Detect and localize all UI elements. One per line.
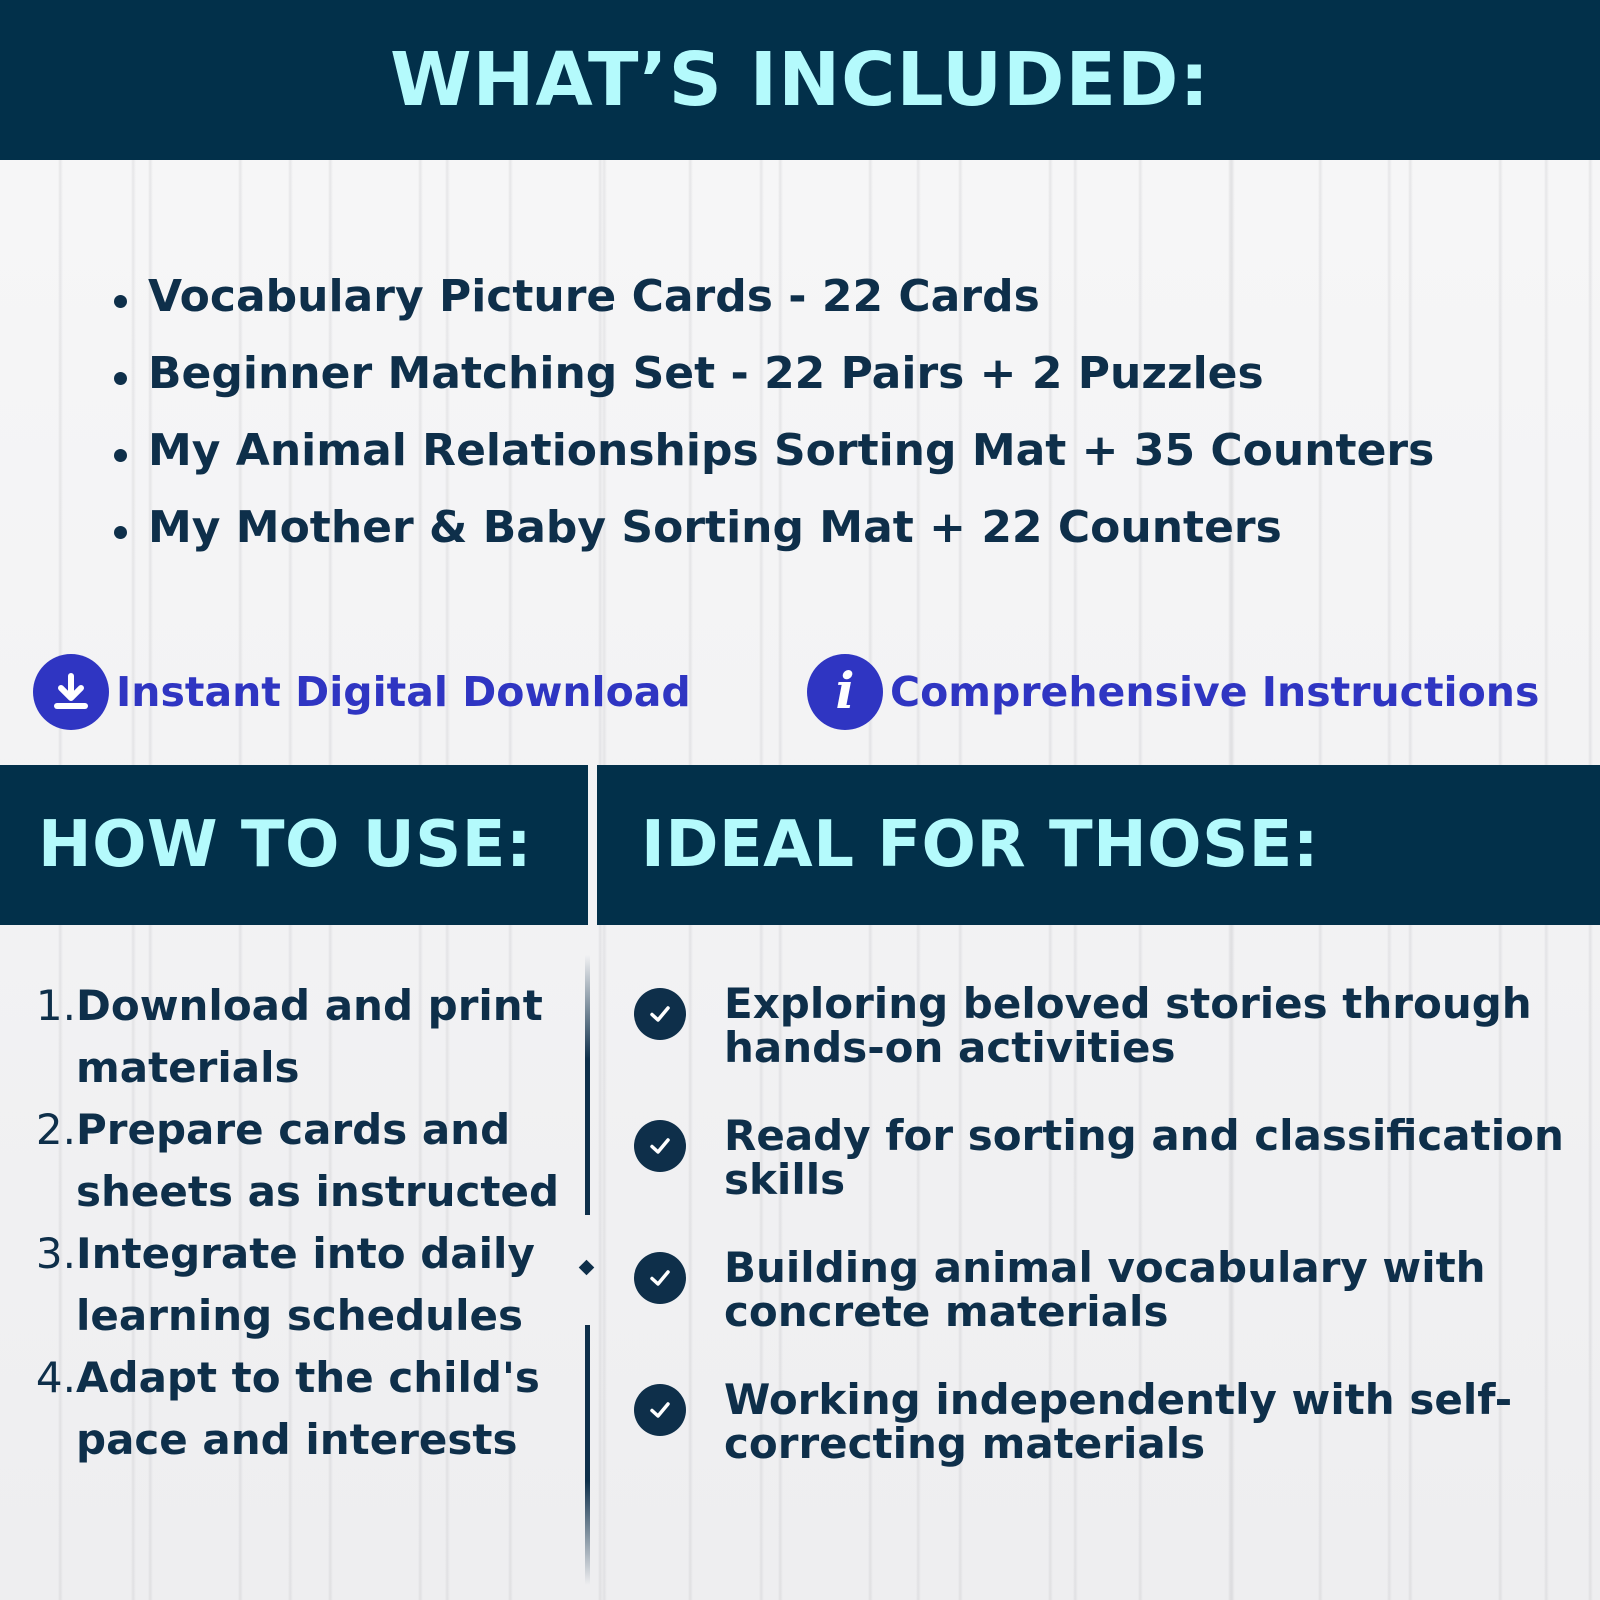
step-number: 2. xyxy=(35,1105,76,1154)
download-label: Instant Digital Download xyxy=(116,668,691,716)
page-title: WHAT’S INCLUDED: xyxy=(389,37,1211,123)
check-icon xyxy=(634,1120,686,1172)
list-item: Vocabulary Picture Cards - 22 Cards xyxy=(108,262,1434,339)
step-number: 1. xyxy=(35,981,76,1030)
step-item xyxy=(34,975,574,1099)
ideal-item xyxy=(634,1111,1564,1204)
ideal-item xyxy=(634,1243,1564,1336)
divider-diamond xyxy=(579,1260,595,1276)
header-band xyxy=(0,0,1600,160)
step-text: Download and print materials xyxy=(76,981,543,1092)
list-item: Beginner Matching Set - 22 Pairs + 2 Puzzles xyxy=(108,339,1434,416)
included-list xyxy=(108,262,1434,570)
list-item: My Mother & Baby Sorting Mat + 22 Counters xyxy=(108,493,1434,570)
download-icon xyxy=(33,654,109,730)
how-to-use-band xyxy=(0,765,588,925)
step-item xyxy=(34,1223,574,1347)
ideal-item-text: Exploring beloved stories through hands-on activities xyxy=(724,979,1532,1072)
ideal-item xyxy=(634,979,1564,1072)
ideal-item xyxy=(634,1375,1564,1468)
ideal-item-text: Working independently with self-correcting materials xyxy=(724,1375,1513,1468)
ideal-item-text: Ready for sorting and classification skills xyxy=(724,1111,1564,1204)
column-divider xyxy=(585,955,590,1215)
step-number: 4. xyxy=(35,1353,76,1402)
column-divider xyxy=(585,1325,590,1585)
step-text: Integrate into daily learning schedules xyxy=(76,1229,535,1340)
instructions-feature xyxy=(807,654,1539,730)
instant-download-feature xyxy=(33,654,691,730)
ideal-for-title: IDEAL FOR THOSE: xyxy=(641,808,1319,882)
ideal-for-band xyxy=(597,765,1600,925)
how-to-use-steps xyxy=(34,975,574,1471)
list-item: My Animal Relationships Sorting Mat + 35 Counters xyxy=(108,416,1434,493)
info-icon: i xyxy=(807,654,883,730)
step-number: 3. xyxy=(35,1229,76,1278)
ideal-item-text: Building animal vocabulary with concrete materials xyxy=(724,1243,1486,1336)
step-item xyxy=(34,1099,574,1223)
step-text: Adapt to the child's pace and interests xyxy=(76,1353,540,1464)
check-icon xyxy=(634,988,686,1040)
check-icon xyxy=(634,1252,686,1304)
step-text: Prepare cards and sheets as instructed xyxy=(76,1105,560,1216)
step-item xyxy=(34,1347,574,1471)
instructions-label: Comprehensive Instructions xyxy=(890,668,1540,716)
check-icon xyxy=(634,1384,686,1436)
how-to-use-title: HOW TO USE: xyxy=(38,808,533,882)
